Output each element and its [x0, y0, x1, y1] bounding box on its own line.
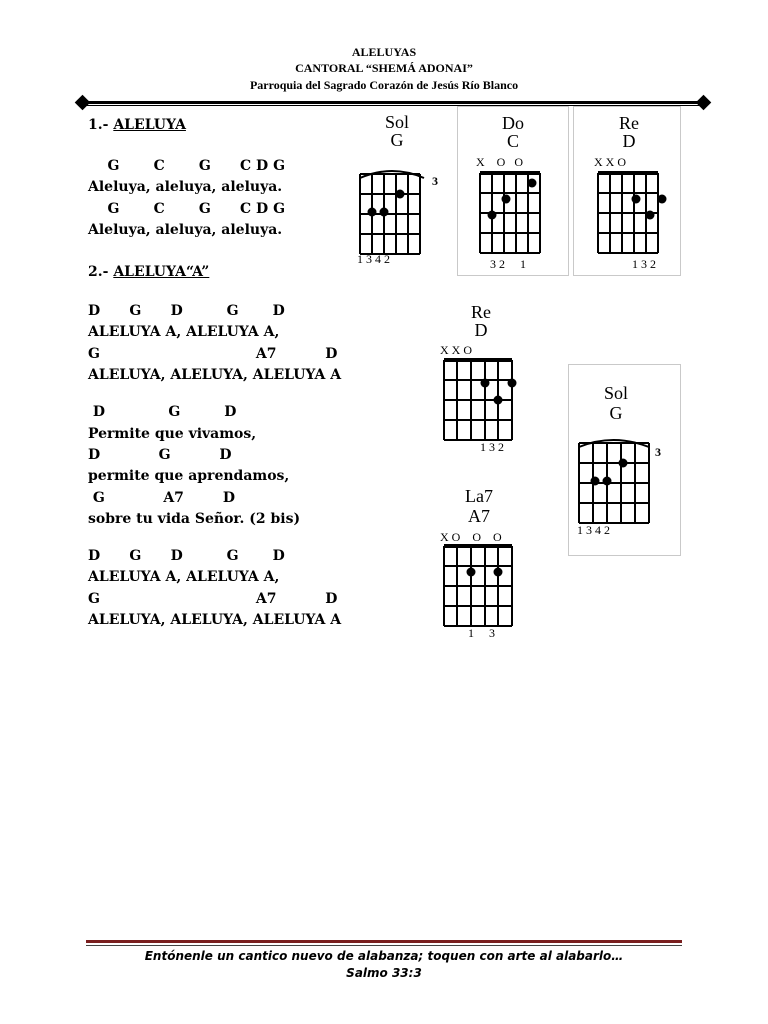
doc-subtitle: CANTORAL “SHEMÁ ADONAI”: [295, 61, 473, 75]
chord-name: Sol: [384, 112, 409, 132]
doc-title: ALELUYAS: [351, 45, 417, 59]
fretboard-re: [590, 169, 680, 259]
finger-numbers: 1 3 4 2: [357, 252, 390, 266]
chord-diagram-do: [457, 106, 569, 276]
chord-symbol: A7: [468, 506, 490, 526]
footer-reference: Salmo 33:3: [346, 966, 422, 980]
chord-symbol: D: [474, 320, 488, 340]
chord-line: G A7 D: [88, 346, 338, 362]
fretboard-sol-2: [571, 435, 661, 527]
header-rule: [82, 101, 702, 104]
chord-symbol: D: [622, 131, 636, 151]
chord-line: G A7 D: [88, 591, 338, 607]
chord-diagram-la7: [436, 482, 546, 642]
fretboard-do: [472, 169, 562, 259]
chord-name: Do: [502, 113, 524, 133]
fretboard-la7: [436, 542, 526, 632]
lyric-line: sobre tu vida Señor. (2 bis): [88, 511, 301, 527]
chord-name: Sol: [603, 383, 628, 403]
lyric-line: ALELUYA, ALELUYA, ALELUYA A: [88, 612, 342, 628]
footer-quote: Entónenle un cantico nuevo de alabanza; toquen con arte al alabarlo…: [144, 949, 624, 963]
string-marks: X O O: [476, 155, 523, 169]
chord-line: D G D: [88, 447, 232, 463]
finger-numbers: 1 3 4 2: [577, 523, 610, 537]
finger-numbers: 3 2 1: [490, 257, 526, 271]
chord-line: D G D G D: [88, 548, 285, 564]
lyric-line: ALELUYA A, ALELUYA A,: [88, 324, 280, 340]
song1-title: ALELUYA: [113, 117, 186, 133]
chord-symbol: C: [506, 131, 519, 151]
chord-line: D G D G D: [88, 303, 285, 319]
chord-diagram-re-2: [436, 298, 546, 458]
chord-diagram-sol-2: [568, 364, 681, 556]
lyric-line: Aleluya, aleluya, aleluya.: [88, 222, 283, 238]
chord-name: La7: [465, 486, 493, 506]
diamond-right-icon: [696, 95, 712, 111]
string-marks: X X O: [440, 343, 472, 357]
finger-numbers: 1 3 2: [480, 440, 504, 454]
song1-heading: 1.- ALELUYA: [88, 117, 186, 133]
lyric-line: permite que aprendamos,: [88, 468, 290, 484]
lyric-line: ALELUYA, ALELUYA, ALELUYA A: [88, 367, 342, 383]
chord-symbol: G: [609, 403, 623, 423]
string-marks: X O O O: [440, 530, 502, 544]
footer-rule-thin: [86, 945, 682, 946]
lyric-line: ALELUYA A, ALELUYA A,: [88, 569, 280, 585]
chord-name: Re: [471, 302, 491, 322]
song2-title: ALELUYA“A”: [113, 264, 210, 280]
chord-name: Re: [619, 113, 639, 133]
footer-rule: [86, 940, 682, 943]
chord-symbol: G: [390, 130, 404, 150]
chord-diagram-re: [573, 106, 681, 276]
chord-line: D G D: [88, 404, 237, 420]
chord-diagram-sol: [352, 108, 452, 273]
fretboard-re-2: [436, 356, 526, 448]
diamond-left-icon: [75, 95, 91, 111]
chord-line: G C G C D G: [88, 158, 286, 174]
finger-numbers: 1 3 2: [632, 257, 656, 271]
chord-line: G C G C D G: [88, 201, 286, 217]
lyric-line: Aleluya, aleluya, aleluya.: [88, 179, 283, 195]
song2-heading: 2.- ALELUYA“A”: [88, 264, 210, 280]
chord-line: G A7 D: [88, 490, 236, 506]
fret-number: 3: [432, 174, 438, 188]
finger-numbers: 1 3: [468, 626, 495, 640]
lyric-line: Permite que vivamos,: [88, 426, 257, 442]
string-marks: X X O: [594, 155, 626, 169]
doc-parish: Parroquia del Sagrado Corazón de Jesús Río Blanco: [249, 78, 519, 92]
fret-number: 3: [655, 445, 661, 459]
